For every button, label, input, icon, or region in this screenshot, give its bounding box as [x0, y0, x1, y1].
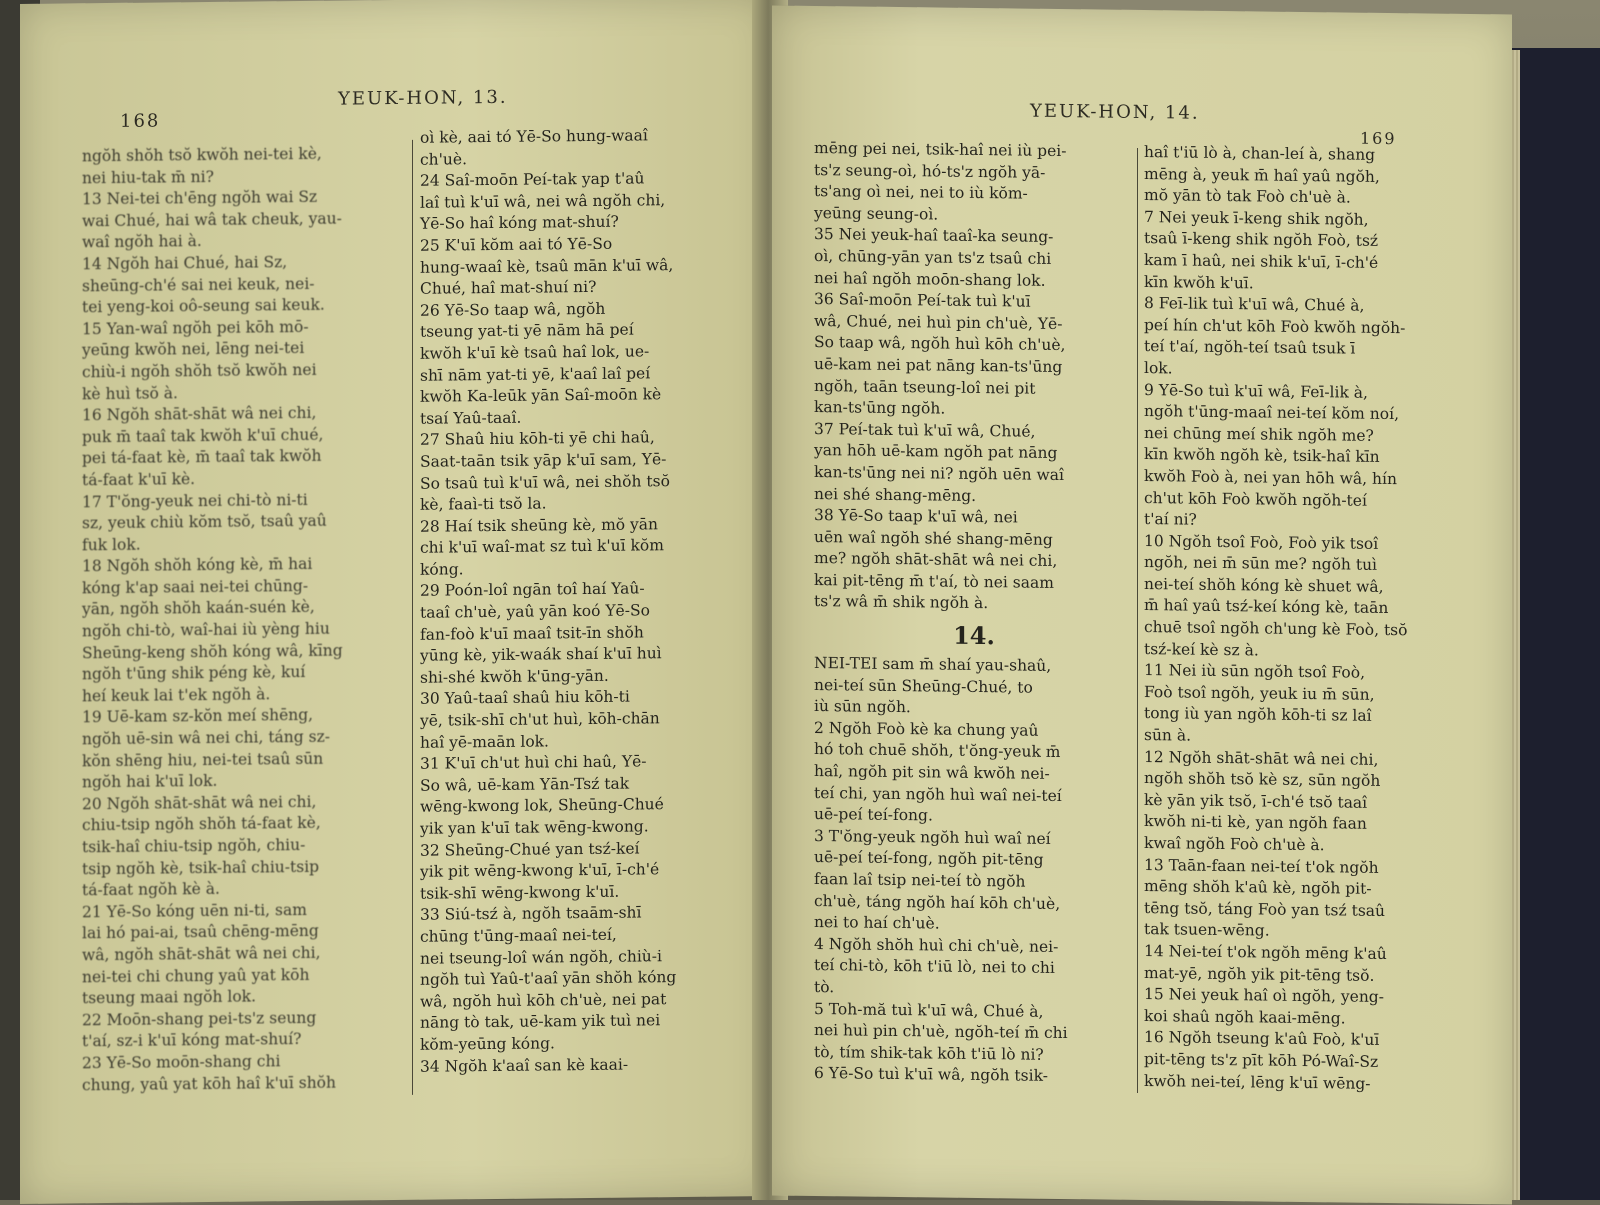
- text-line: haî yē-maān lok.: [420, 732, 549, 752]
- text-line: wâ, Chué, nei huì pin ch'uè, Yē-: [814, 311, 1063, 333]
- text-line: sz, yeuk chiù kŏm tsŏ, tsaû yaû: [82, 511, 327, 533]
- text-line: NEI-TEI sam m̄ shaí yau-shaû,: [814, 654, 1052, 675]
- text-line: ngŏh uē-sin wâ nei chi, táng sz-: [82, 727, 330, 749]
- text-line: nei shé shang-mēng.: [814, 484, 977, 505]
- text-line: 28 Haí tsik sheūng kè, mŏ yān: [420, 514, 659, 536]
- text-line: uē-kam nei pat nāng kan-ts'ūng: [814, 354, 1063, 376]
- text-line: yē, tsik-shī ch'ut huì, kōh-chān: [420, 709, 660, 730]
- text-line: nei huì pin ch'uè, ngŏh-teí m̄ chi: [814, 1021, 1068, 1043]
- page-number: 168: [120, 110, 161, 132]
- text-line: chiù-i ngŏh shŏh tsŏ kwŏh nei: [82, 360, 317, 382]
- text-line: yik pit wēng-kwong k'uī, ī-ch'é: [420, 860, 660, 881]
- text-line: 36 Saî-moōn Peí-tak tuì k'uī: [814, 290, 1031, 311]
- text-line: tong iù yan ngŏh kōh-ti sz laî: [1144, 704, 1372, 726]
- text-line: nei hiu-tak m̄ ni?: [82, 167, 214, 187]
- text-line: wâ, ngŏh huì kōh ch'uè, nei pat: [420, 989, 667, 1011]
- text-line: nei-tei chi chung yaû yat kōh: [82, 965, 310, 986]
- text-line: Saat-taān tsik yāp k'uī sam, Yē-: [420, 450, 667, 471]
- text-line: 26 Yē-So taap wâ, ngŏh: [420, 299, 606, 320]
- text-line: kwŏh nei-teí, lēng k'uī wēng-: [1144, 1071, 1371, 1093]
- text-line: 29 Poón-loî ngān toî haí Yaû-: [420, 579, 645, 601]
- text-line: nei tseung-loî wán ngŏh, chiù-i: [420, 946, 662, 968]
- text-line: me? ngŏh shāt-shāt wâ nei chi,: [814, 549, 1058, 571]
- text-line: ch'uè.: [420, 149, 468, 169]
- text-line: 7 Nei yeuk ī-keng shik ngŏh,: [1144, 207, 1369, 229]
- page-number: 169: [1360, 128, 1397, 149]
- text-line: 37 Peí-tak tuì k'uī wâ, Chué,: [814, 419, 1036, 441]
- text-line: 16 Ngŏh tseung k'aû Foò, k'uī: [1144, 1028, 1380, 1050]
- text-line: Chué, haî mat-shuí ni?: [420, 278, 597, 298]
- text-line: 16 Ngŏh shāt-shāt wâ nei chi,: [82, 403, 317, 425]
- text-line: 24 Saî-moōn Peí-tak yap t'aû: [420, 169, 645, 190]
- text-line: kwŏh Foò à, nei yan hōh wâ, hín: [1144, 466, 1397, 489]
- text-line: tsaí Yaû-taaî.: [420, 408, 522, 428]
- text-line: 22 Moōn-shang pei-ts'z seung: [82, 1008, 317, 1030]
- text-line: So tsaû tuì k'uī wâ, nei shŏh tsŏ: [420, 471, 670, 493]
- text-line: iù sūn ngŏh.: [814, 697, 911, 717]
- text-line: uēn waî ngŏh shé shang-mēng: [814, 527, 1053, 549]
- text-line: kam ī haû, nei shik k'uī, ī-ch'é: [1144, 250, 1379, 272]
- text-line: 25 K'uī kŏm aai tó Yē-So: [420, 234, 613, 255]
- text-line: yān, ngŏh shŏh kaán-suén kè,: [82, 598, 315, 619]
- text-line: hó toh chuē shŏh, t'ŏng-yeuk m̄: [814, 740, 1061, 762]
- text-line: heí keuk lai t'ek ngŏh à.: [82, 685, 271, 706]
- text-line: 23 Yē-So moōn-shang chi: [82, 1052, 281, 1073]
- text-line: fuk lok.: [82, 535, 141, 554]
- chapter-13-end: [814, 138, 1134, 617]
- text-line: yan hōh uē-kam ngŏh pat nāng: [814, 441, 1058, 463]
- text-line: 3 T'ŏng-yeuk ngŏh huì waî neí: [814, 826, 1051, 848]
- text-line: teí t'aí, ngŏh-teí tsaû tsuk ī: [1144, 337, 1356, 358]
- text-line: kīn kwŏh k'uī.: [1144, 272, 1254, 292]
- text-line: 32 Sheūng-Chué yan tsź-keí: [420, 839, 640, 860]
- text-line: kè, faaì-ti tsŏ la.: [420, 494, 547, 514]
- text-line: tsź-keí kè sz à.: [1144, 639, 1259, 660]
- text-line: kwaî ngŏh Foò ch'uè à.: [1144, 834, 1325, 855]
- text-line: t'aí ni?: [1144, 510, 1197, 529]
- text-line: 6 Yē-So tuì k'uī wâ, ngŏh tsik-: [814, 1064, 1048, 1086]
- text-line: kai pit-tēng m̄ t'aí, tò nei saam: [814, 570, 1054, 592]
- text-line: nei haî ngŏh moōn-shang lok.: [814, 268, 1046, 290]
- text-line: 15 Nei yeuk haî oì ngŏh, yeng-: [1144, 985, 1384, 1007]
- text-line: ngŏh, taān tseung-loî nei pit: [814, 376, 1036, 398]
- text-line: yūng kè, yik-waák shaí k'uī huì: [420, 644, 662, 665]
- right-page-column-1: [814, 138, 1134, 1089]
- text-line: haî t'iū lò à, chan-leí à, shang: [1144, 143, 1376, 164]
- text-line: peí hín ch'ut kōh Foò kwŏh ngŏh-: [1144, 315, 1406, 337]
- text-line: ngŏh, nei m̄ sūn me? ngŏh tuì: [1144, 553, 1378, 575]
- text-line: ngŏh tuì Yaû-t'aaî yān shŏh kóng: [420, 968, 677, 989]
- text-line: haî, ngŏh pit sin wâ kwŏh nei-: [814, 762, 1050, 783]
- text-line: tsik-shī wēng-kwong k'uī.: [420, 882, 620, 903]
- text-line: faan laî tsip nei-teí tò ngŏh: [814, 869, 1026, 891]
- text-line: kan-ts'ūng nei ni? ngŏh uēn waî: [814, 462, 1065, 484]
- text-line: kóng.: [420, 560, 464, 579]
- running-head: YEUK-HON, 13.: [338, 86, 508, 110]
- right-page-column-2: [1144, 142, 1474, 1096]
- column-rule: [412, 140, 413, 1095]
- right-page: [772, 5, 1512, 1204]
- text-line: kwŏh Ka-leūk yān Saî-moōn kè: [420, 385, 662, 406]
- text-line: 8 Feī-lik tuì k'uī wâ, Chué à,: [1144, 294, 1365, 315]
- text-line: t'aí, sz-i k'uī kóng mat-shuí?: [82, 1030, 302, 1051]
- text-line: shi-shé kwŏh k'ūng-yān.: [420, 666, 609, 687]
- text-line: nei chūng meí shik ngŏh me?: [1144, 423, 1374, 445]
- text-line: 14 Ngŏh hai Chué, hai Sz,: [82, 253, 288, 274]
- text-line: kŏm-yeūng kóng.: [420, 1034, 555, 1054]
- text-line: 2 Ngŏh Foò kè ka chung yaû: [814, 718, 1039, 740]
- text-line: chūng t'ūng-maaî nei-teí,: [420, 925, 617, 946]
- text-line: tsip ngŏh kè, tsik-haî chiu-tsip: [82, 857, 320, 878]
- text-line: mat-yē, ngŏh yik pit-tēng tsŏ.: [1144, 963, 1375, 985]
- text-line: tseung maai ngŏh lok.: [82, 987, 256, 1008]
- text-line: chung, yaû yat kōh haî k'uī shŏh: [82, 1073, 336, 1094]
- text-line: ch'ut kōh Foò kwŏh ngŏh-teí: [1144, 488, 1367, 510]
- text-line: nei-teí sūn Sheūng-Chué, to: [814, 675, 1033, 697]
- text-line: kè yān yik tsŏ, ī-ch'é tsŏ taaî: [1144, 790, 1368, 812]
- text-line: laî tuì k'uī wâ, nei wâ ngŏh chi,: [420, 190, 666, 212]
- text-line: oì, chūng-yān yan ts'z tsaû chi: [814, 246, 1052, 268]
- text-line: tá-faat ngŏh kè à.: [82, 880, 220, 900]
- chapter-number: 14.: [953, 620, 995, 651]
- text-line: teí chi, yan ngŏh huì waî nei-teí: [814, 783, 1062, 805]
- text-line: So wâ, uē-kam Yān-Tsź tak: [420, 774, 630, 795]
- text-line: tsik-haî chiu-tsip ngŏh, chiu-: [82, 835, 306, 857]
- text-line: tak tsuen-wēng.: [1144, 920, 1270, 940]
- text-line: chi k'uī waî-mat sz tuì k'uī kŏm: [420, 536, 664, 558]
- text-line: 9 Yē-So tuì k'uī wâ, Feī-lik à,: [1144, 380, 1368, 402]
- text-line: chiu-tsip ngŏh shŏh tá-faat kè,: [82, 814, 321, 835]
- text-line: 38 Yē-So taap k'uī wâ, nei: [814, 506, 1018, 527]
- text-line: ts'z seung-oì, hó-ts'z ngŏh yā-: [814, 160, 1046, 182]
- text-line: 19 Uē-kam sz-kŏn meí shēng,: [82, 706, 314, 727]
- text-line: 20 Ngŏh shāt-shāt wâ nei chi,: [82, 792, 317, 814]
- text-line: tēng tsŏ, táng Foò yan tsź tsaû: [1144, 898, 1385, 920]
- text-line: 11 Nei iù sūn ngŏh tsoî Foò,: [1144, 661, 1366, 682]
- running-head: YEUK-HON, 14.: [1030, 100, 1200, 124]
- text-line: 34 Ngŏh k'aaî san kè kaai-: [420, 1055, 629, 1076]
- left-page-column-2: [420, 124, 750, 1078]
- text-line: ch'uè, táng ngŏh haí kōh ch'uè,: [814, 891, 1061, 913]
- text-line: Foò tsoî ngŏh, yeuk iu m̄ sūn,: [1144, 682, 1375, 704]
- text-line: 5 Toh-mă tuì k'uī wâ, Chué à,: [814, 999, 1044, 1021]
- text-line: 21 Yē-So kóng uēn ni-ti, sam: [82, 900, 307, 922]
- text-line: nei-teí shŏh kóng kè shuet wâ,: [1144, 574, 1384, 596]
- text-line: tò, tím shik-tak kōh t'iū lò ni?: [814, 1042, 1044, 1064]
- text-line: uē-peí teí-fong, ngŏh pit-tēng: [814, 848, 1044, 870]
- text-line: nāng tò tak, uē-kam yik tuì nei: [420, 1011, 661, 1033]
- text-line: mēng shŏh k'aû kè, ngŏh pit-: [1144, 877, 1372, 898]
- text-line: yik yan k'uī tak wēng-kwong.: [420, 817, 649, 838]
- text-line: mēng pei nei, tsik-haî nei iù pei-: [814, 138, 1067, 161]
- text-line: lai hó pai-ai, tsaû chēng-mēng: [82, 922, 319, 943]
- text-line: kīn kwŏh ngŏh kè, tsik-haî kīn: [1144, 445, 1380, 467]
- chapter-14-start: [814, 653, 1134, 1089]
- text-line: tsaû ī-keng shik ngŏh Foò, tsź: [1144, 229, 1379, 251]
- text-line: uē-peí teí-fong.: [814, 805, 933, 825]
- text-line: 27 Shaû hiu kōh-ti yē chi haû,: [420, 428, 655, 450]
- text-line: 35 Nei yeuk-haî taaî-ka seung-: [814, 225, 1054, 247]
- text-line: koi shaû ngŏh kaai-mēng.: [1144, 1006, 1346, 1028]
- text-line: oì kè, aai tó Yē-So hung-waaî: [420, 126, 648, 147]
- text-line: kwŏh ni-ti kè, yan ngŏh faan: [1144, 812, 1367, 834]
- text-line: 10 Ngŏh tsoî Foò, Foò yik tsoî: [1144, 531, 1379, 553]
- text-line: mēng à, yeuk m̄ haî yaû ngŏh,: [1144, 164, 1380, 186]
- text-line: chuē tsoî ngŏh ch'ung kè Foò, tsŏ: [1144, 618, 1408, 640]
- text-line: 12 Ngŏh shāt-shāt wâ nei chi,: [1144, 747, 1379, 769]
- text-line: kóng k'ap saai nei-tei chūng-: [82, 576, 309, 598]
- text-line: 15 Yan-waî ngŏh pei kōh mō-: [82, 317, 309, 339]
- text-line: 31 K'uī ch'ut huì chi haû, Yē-: [420, 752, 647, 773]
- text-line: kè huì tsŏ à.: [82, 383, 178, 403]
- text-line: Sheūng-keng shŏh kóng wâ, kīng: [82, 641, 343, 662]
- text-line: ngŏh shŏh tsŏ kè sz, sūn ngŏh: [1144, 769, 1381, 791]
- text-line: waî ngŏh hai à.: [82, 232, 202, 252]
- text-line: 33 Siú-tsź à, ngŏh tsaām-shī: [420, 903, 642, 925]
- left-page: [20, 0, 772, 1204]
- text-line: ngŏh hai k'uī lok.: [82, 772, 218, 792]
- text-line: 17 T'ŏng-yeuk nei chi-tò ni-ti: [82, 490, 308, 511]
- column-rule: [1137, 148, 1138, 1093]
- text-line: 13 Nei-tei ch'ēng ngŏh wai Sz: [82, 188, 318, 209]
- text-line: pit-tēng ts'z pīt kōh Pó-Waî-Sz: [1144, 1049, 1379, 1071]
- text-line: puk m̄ taaî tak kwŏh k'uī chué,: [82, 425, 324, 447]
- text-line: tseung yat-ti yē nām hā peí: [420, 320, 634, 342]
- text-line: ngŏh t'ūng-maaî nei-teí kŏm noí,: [1144, 402, 1400, 424]
- text-line: wai Chué, hai wâ tak cheuk, yau-: [82, 209, 342, 231]
- text-line: ts'z wâ m̄ shik ngŏh à.: [814, 592, 989, 613]
- text-line: tei yeng-koi oô-seung sai keuk.: [82, 295, 325, 317]
- text-line: yeūng kwŏh nei, lēng nei-tei: [82, 339, 305, 360]
- text-line: ngŏh chi-tò, waî-hai iù yèng hiu: [82, 619, 330, 641]
- text-line: So taap wâ, ngŏh huì kōh ch'uè,: [814, 333, 1066, 355]
- text-line: hung-waaî kè, tsaû mān k'uī wâ,: [420, 255, 674, 277]
- text-line: ts'ang oì nei, nei to iù kŏm-: [814, 182, 1028, 203]
- text-line: fan-foò k'uī maaî tsit-īn shŏh: [420, 623, 644, 644]
- text-line: kwŏh k'uī kè tsaû haî lok, ue-: [420, 342, 650, 363]
- text-line: shī nām yat-ti yē, k'aaî laî peí: [420, 363, 651, 385]
- text-line: 13 Taān-faan nei-teí t'ok ngŏh: [1144, 855, 1379, 877]
- text-line: teí chi-tò, kōh t'iū lò, nei to chi: [814, 956, 1055, 978]
- text-line: 4 Ngŏh shŏh huì chi ch'uè, nei-: [814, 934, 1059, 956]
- text-line: sheūng-ch'é sai nei keuk, nei-: [82, 274, 315, 295]
- text-line: 30 Yaû-taaî shaû hiu kōh-ti: [420, 687, 630, 709]
- text-line: kŏn shēng hiu, nei-tei tsaû sūn: [82, 749, 324, 770]
- text-line: mŏ yān tò tak Foò ch'uè à.: [1144, 186, 1351, 207]
- text-line: 14 Nei-teí t'ok ngŏh mēng k'aû: [1144, 941, 1387, 963]
- text-line: wēng-kwong lok, Sheūng-Chué: [420, 795, 664, 817]
- text-line: kan-ts'ūng ngŏh.: [814, 398, 946, 418]
- text-line: m̄ haî yaû tsź-keí kóng kè, taān: [1144, 596, 1389, 618]
- text-line: taaî ch'uè, yaû yān koó Yē-So: [420, 601, 650, 622]
- text-line: wâ, ngŏh shāt-shāt wâ nei chi,: [82, 943, 321, 965]
- text-line: ngŏh shŏh tsŏ kwŏh nei-tei kè,: [82, 144, 322, 166]
- text-line: tá-faat k'uī kè.: [82, 470, 196, 490]
- text-line: sūn à.: [1144, 726, 1192, 745]
- text-line: lok.: [1144, 358, 1173, 378]
- text-line: 18 Ngŏh shŏh kóng kè, m̄ hai: [82, 555, 313, 576]
- text-line: tò.: [814, 977, 835, 997]
- text-line: Yē-So haî kóng mat-shuí?: [420, 213, 619, 234]
- text-line: pei tá-faat kè, m̄ taaî tak kwŏh: [82, 447, 322, 468]
- text-line: nei to haí ch'uè.: [814, 913, 940, 933]
- text-line: ngŏh t'ūng shik péng kè, kuí: [82, 663, 306, 684]
- left-page-column-1: [82, 143, 407, 1097]
- text-line: yeūng seung-oì.: [814, 203, 939, 224]
